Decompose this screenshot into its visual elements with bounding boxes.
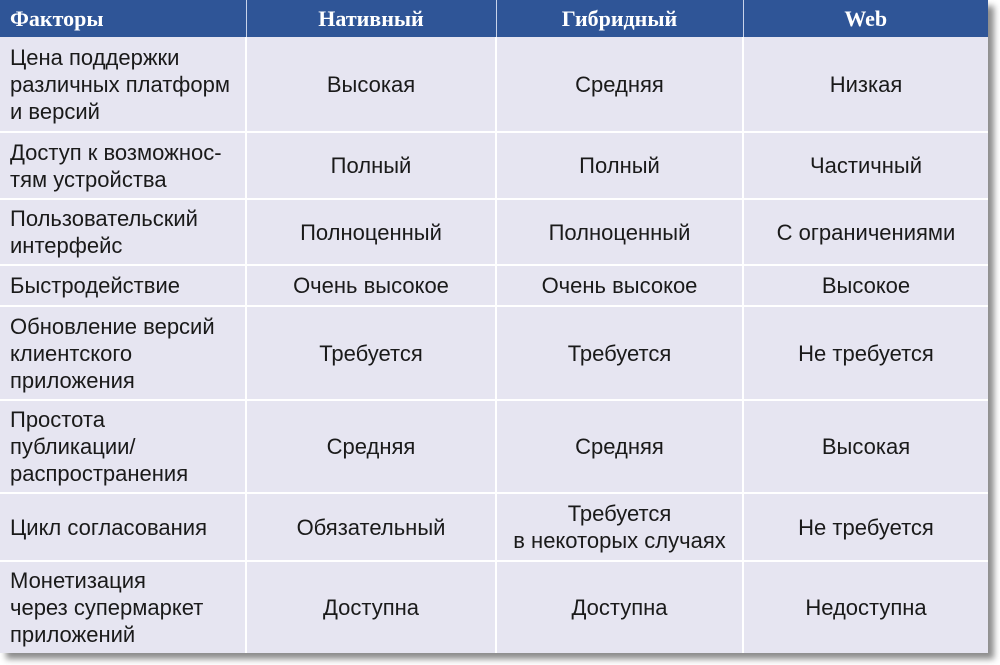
factor-cell: Монетизация через супермаркет приложений xyxy=(0,561,246,653)
header-row xyxy=(0,0,988,37)
hybrid-cell: Полный xyxy=(496,132,743,199)
web-cell: Высокое xyxy=(743,265,988,306)
web-cell: Низкая xyxy=(743,37,988,132)
header-native: Нативный xyxy=(246,0,496,37)
hybrid-cell: Доступна xyxy=(496,561,743,653)
web-cell: Высокая xyxy=(743,400,988,493)
factor-cell: Пользовательский интерфейс xyxy=(0,199,246,265)
factor-cell: Цена поддержки различных платформ и версий xyxy=(0,37,246,132)
hybrid-cell: Средняя xyxy=(496,400,743,493)
web-cell: Не требуется xyxy=(743,306,988,400)
native-cell: Очень высокое xyxy=(246,265,496,306)
web-cell: С ограничениями xyxy=(743,199,988,265)
hybrid-cell: Требуется в некоторых случаях xyxy=(496,493,743,561)
native-cell: Обязательный xyxy=(246,493,496,561)
native-cell: Средняя xyxy=(246,400,496,493)
web-cell: Недоступна xyxy=(743,561,988,653)
native-cell: Высокая xyxy=(246,37,496,132)
factor-cell: Цикл согласования xyxy=(0,493,246,561)
hybrid-cell: Полноценный xyxy=(496,199,743,265)
hybrid-cell: Средняя xyxy=(496,37,743,132)
table-row xyxy=(0,306,988,400)
hybrid-cell: Требуется xyxy=(496,306,743,400)
table-row xyxy=(0,561,988,653)
header-factors: Факторы xyxy=(0,0,246,37)
native-cell: Полный xyxy=(246,132,496,199)
hybrid-cell: Очень высокое xyxy=(496,265,743,306)
table-row xyxy=(0,493,988,561)
factor-cell: Обновление версий клиентского приложения xyxy=(0,306,246,400)
table-row xyxy=(0,265,988,306)
header-web: Web xyxy=(743,0,988,37)
factor-cell: Быстродействие xyxy=(0,265,246,306)
web-cell: Частичный xyxy=(743,132,988,199)
native-cell: Полноценный xyxy=(246,199,496,265)
header-hybrid: Гибридный xyxy=(496,0,743,37)
factor-cell: Простота публикации/ распространения xyxy=(0,400,246,493)
table-row xyxy=(0,132,988,199)
native-cell: Доступна xyxy=(246,561,496,653)
table-row xyxy=(0,199,988,265)
native-cell: Требуется xyxy=(246,306,496,400)
table-row xyxy=(0,400,988,493)
table-row xyxy=(0,37,988,132)
factor-cell: Доступ к возможнос- тям устройства xyxy=(0,132,246,199)
web-cell: Не требуется xyxy=(743,493,988,561)
